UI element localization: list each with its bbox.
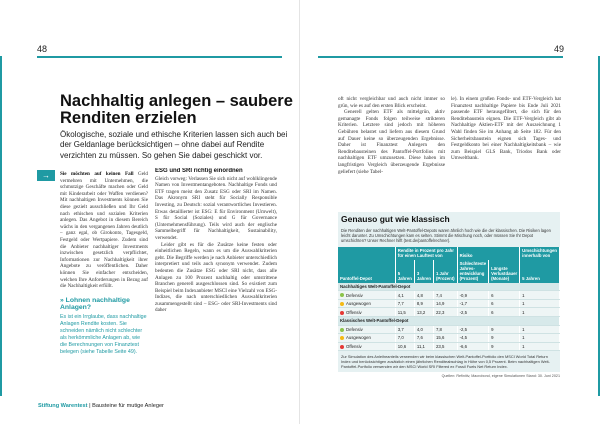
row-label: Ausgewogen — [346, 335, 371, 341]
header-depot: Pantoffel-Depot — [338, 247, 395, 283]
comparison-table-box — [338, 212, 560, 378]
row-label: Defensiv — [346, 292, 363, 298]
header-1-jahr: 1 Jahr (Prozent) — [433, 260, 457, 283]
footer-text: | Bausteine für mutige Anleger — [89, 403, 164, 409]
cell-schlecht: -0,9 — [457, 291, 489, 300]
pantoffel-table — [338, 247, 560, 352]
article-headline: Nachhaltig anlegen – saubere Renditen erzielen — [60, 92, 293, 127]
row-label: Offensiv — [346, 344, 362, 350]
cell-r1: 7,8 — [433, 325, 457, 334]
table-row — [338, 325, 560, 334]
cell-r5: 7,7 — [395, 299, 414, 308]
cell-u5: 1 — [520, 291, 560, 300]
header-risiko: Risiko — [457, 247, 520, 260]
cell-r1: 22,3 — [433, 308, 457, 317]
cell-schlecht: -6,6 — [457, 342, 489, 351]
row-label: Ausgewogen — [346, 301, 371, 307]
article-lead: Ökologische, soziale und ethische Kriterien lassen sich auch bei der Geldanlage berücksichtigen – ohne dabei auf Rendite verzichten zu müssen. So gehen Sie dabei geschickt vor. — [60, 130, 288, 160]
cell-r5: 11,5 — [395, 308, 414, 317]
table-row — [338, 342, 560, 351]
cell-r1: 14,9 — [433, 299, 457, 308]
header-umschichtungen: Umschichtungen innerhalb von — [520, 247, 560, 260]
body-column-4 — [451, 96, 561, 202]
table-row — [338, 334, 560, 343]
info-box — [60, 297, 148, 356]
header-5-jahre: 5 Jahren — [395, 260, 414, 283]
column-2-text-2: Leider gibt es für die Zusätze keine festen oder einheitlichen Regeln, wann es um die Auswahlkriterien geht. Die Begriffe werden je nach Anbieter unterschiedlich interpretiert und teils auch synonym verwendet. Zudem bedeuten die Zusätze ESG oder SRI nicht, dass alle Anlagen zu 100 Prozent nachhaltig oder umstrittene Branchen generell ausgeschlossen sind. So existiert zum Beispiel beim Indexanbieter MSCI eine Vielzahl von ESG-Indizes, die nach unterschiedlichen Auswahlkriterien zusammengestellt sind – ESG- oder SRI-Investments sind daher — [155, 241, 277, 314]
footer-brand: Stiftung Warentest — [38, 403, 88, 409]
green-dot-icon — [340, 293, 344, 297]
body-column-2 — [155, 168, 277, 398]
table-body — [338, 283, 560, 351]
cell-r5: 10,6 — [395, 342, 414, 351]
table-row — [338, 299, 560, 308]
table-title: Genauso gut wie klassisch — [338, 212, 560, 226]
top-rule-left — [37, 56, 282, 58]
column-4-text: le). In einem großen Fonds- und ETF-Vergleich hat Finanztest nachhaltige Papiere bis Ende Juli 2021 passende ETF herausgefiltert, die sich für den Renditebaustein eignen. Die ETF-Vergleich gibt ab Nachhaltige Aktien-ETF mit der Auszeichnung 1 Wahl finden Sie im Anhang ab Seite 182. Für den Sicherheitsbaustein eignen sich Tages- und Festgeldkonto bei einer Nachhaltigkeitsbank – wie zum Beispiel GLS Bank, Triodos Bank oder Umweltbank. — [451, 96, 561, 162]
cell-schlecht: -1,7 — [457, 299, 489, 308]
cell-u5: 1 — [520, 334, 560, 343]
cell-verlust: 9 — [489, 325, 520, 334]
column-1-lead: Sie möchten auf keinen Fall — [60, 171, 134, 177]
cell-u5: 1 — [520, 325, 560, 334]
header-verlustdauer: Längste Verlustdauer (Monate) — [489, 260, 520, 283]
cell-r1: 15,6 — [433, 334, 457, 343]
table-intro: Die Renditen der nachhaltigen Welt-Pantoffel-Depots waren ähnlich hoch wie die der klassischen. Die Risiken lagen leicht darunter. Zu Umschichtungen kam es selten. Stimmt die Mischung noch, oder müssen Sie Ihr Depot umschichten? Unser Rechner hilft (test.de/pantoffelrechner). — [338, 226, 560, 247]
cell-r5: 3,7 — [395, 325, 414, 334]
page-footer — [38, 403, 164, 409]
group-klassisch: Klassisches Welt-Pantoffel-Depot — [338, 316, 560, 325]
cell-r1: 23,5 — [433, 342, 457, 351]
page-number-left: 48 — [37, 44, 48, 54]
page-number-right: 49 — [554, 44, 565, 54]
table-source: Quellen: Refinitiv, Macrobond, eigene Simulationen Stand: 30. Juni 2021 — [441, 374, 560, 379]
yellow-dot-icon — [340, 302, 344, 306]
column-3-text: oft nicht vergleichbar und auch nicht immer so grün, wie es auf den ersten Blick erscheint. — [338, 96, 445, 109]
cell-schlecht: -4,5 — [457, 334, 489, 343]
cell-r3: 13,2 — [414, 308, 433, 317]
cell-r3: 7,6 — [414, 334, 433, 343]
header-schlechteste: Schlechteste Jahres-entwicklung (Prozent) — [457, 260, 489, 283]
cell-verlust: 6 — [489, 291, 520, 300]
cell-verlust: 6 — [489, 299, 520, 308]
cell-r5: 7,0 — [395, 334, 414, 343]
header-rendite: Rendite in Prozent pro Jahr für einen Lauftest von — [395, 247, 457, 260]
column-3-text-2: Generell gelten ETF als mittelgrün, aktiv gemanagte Fonds folgen teilweise strikteren Kriterien. Letztere sind jedoch mit höheren Gebühren belastet und liefern aus diesem Grund auf Dauer keine so überzeugenden Ergebnisse. Daher ist Finanztest Anlegern den Renditebausteinen des Pantoffel-Portfolios mit nachhaltigen ETF umzusetzen. Diese haben im langfristigen Vergleich überzeugende Ergebnisse geliefert (siehe Tabel- — [338, 109, 445, 175]
info-box-heading: » Lohnen nachhaltige Anlagen? — [60, 297, 130, 311]
header-u5: 5 Jahren — [520, 260, 560, 283]
cell-verlust: 9 — [489, 342, 520, 351]
column-2-text: Gleich vorweg: Verlassen Sie sich nicht auf wohlklingende Namen von Investmentangeboten. Nachhaltige Fonds und ETF tragen meist den Zusatz ESG oder SRI im Namen. Das Akronym SRI steht für Socially Responsible Investing, zu Deutsch: sozial verantwortliches Investieren. Etwas detaillierter ist ESG: E für Environment (Umwelt), S für Social (Soziales) und G für Governance (Unternehmensführung). Teils wird auch der englische Sammelbegriff für Nachhaltigkeit, Sustainability, verwendet. — [155, 175, 277, 241]
cell-verlust: 9 — [489, 334, 520, 343]
cell-schlecht: -2,5 — [457, 308, 489, 317]
cell-u5: 1 — [520, 342, 560, 351]
top-rule-right — [318, 56, 563, 58]
cell-r1: 7,4 — [433, 291, 457, 300]
cell-r3: 8,9 — [414, 299, 433, 308]
column-1-text: Geld vermehren mit Unternehmen, die schmutzige Geschäfte machen oder Geld mit Kinderarbeit oder Waffen verdienen? Mit nachhaltigen Investments können Sie diese gezielt ausschließen und Ihr Geld nach ethischen und sozialen Kriterien anlegen. Das Angebot in diesem Bereich wächs in den vergangenen Jahren deutlich – ganz egal, ob Girokonto, Tagesgeld, Festgeld oder Wertpapiere. Zudem sind die Anbieter nachhaltiger Investments inzwischen gesetzlich verpflichtet, Informationen zur Nachhaltigkeit ihrer Angebote zu veröffentlichen. Daher können Sie einfacher entscheiden, welchen Ihre Anforderungen in Bezug auf die Nachhaltigkeit erfüllt. — [60, 171, 148, 290]
column-2-heading: ESG und SRI richtig einordnen — [155, 168, 243, 174]
page-spine — [299, 0, 300, 424]
red-dot-icon — [340, 311, 344, 315]
row-label: Defensiv — [346, 326, 363, 332]
left-edge-bar — [0, 56, 2, 396]
cell-u5: 1 — [520, 299, 560, 308]
cell-schlecht: -2,5 — [457, 325, 489, 334]
table-footnote: Zur Simulation des Anleiheanteils verwenden wir beim klassischen Welt-Pantoffel-Portfolio den MSCI World Total Return Index und berücksichtigen zusätzlich einen jährlichen Renditeabschlag in Höhe von 0,5 Prozent. Beim nachhaltigen Welt-Pantoffel-Portfolio verwenden wir den MSCI World SRI Filtered ex Fossil Fuels Net Return Index. — [338, 351, 560, 372]
table-row — [338, 308, 560, 317]
info-box-text: Es ist ein Irrglaube, dass nachhaltige Anlagen Rendite kosten. Sie schneiden nämlich nicht schlechter als herkömmliche Anlagen ab, wie die Berechnungen von Finanztest belegen (siehe Tabelle Seite 49). — [60, 314, 147, 355]
yellow-dot-icon — [340, 336, 344, 340]
group-nachhaltig: Nachhaltiges Welt-Pantoffel-Depot — [338, 283, 560, 291]
row-label: Offensiv — [346, 309, 362, 315]
cell-r3: 4,8 — [414, 291, 433, 300]
header-3-jahre: 3 Jahren — [414, 260, 433, 283]
body-column-1 — [60, 171, 148, 295]
cell-r5: 4,1 — [395, 291, 414, 300]
arrow-icon: → — [37, 170, 55, 181]
cell-verlust: 6 — [489, 308, 520, 317]
body-column-3 — [338, 96, 445, 202]
cell-r3: 11,1 — [414, 342, 433, 351]
cell-u5: 1 — [520, 308, 560, 317]
red-dot-icon — [340, 345, 344, 349]
green-dot-icon — [340, 328, 344, 332]
table-row — [338, 291, 560, 300]
cell-r3: 4,0 — [414, 325, 433, 334]
